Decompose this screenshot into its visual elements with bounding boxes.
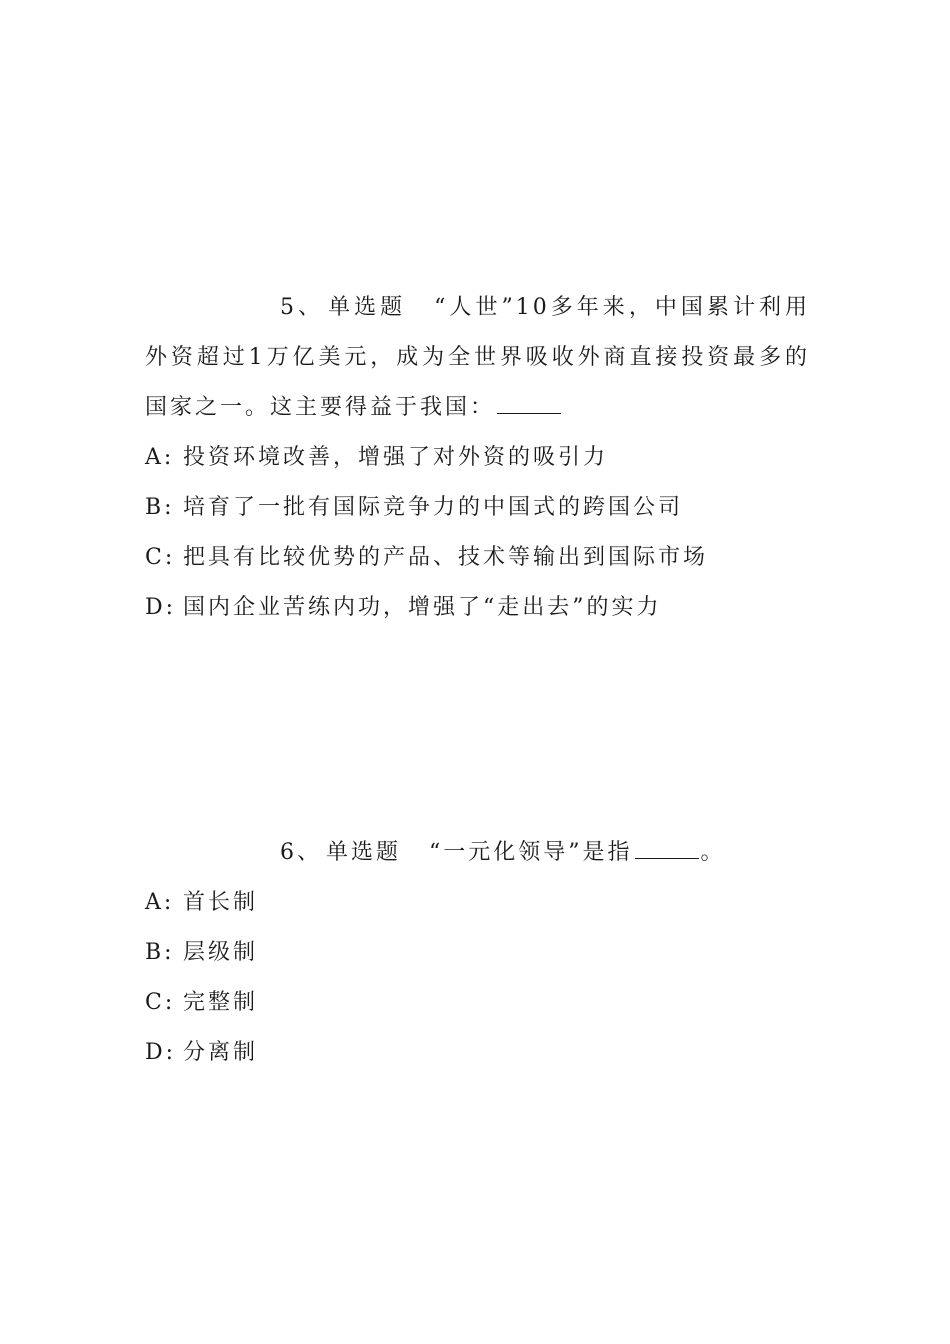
option-text: 国内企业苦练内功，增强了“走出去”的实力 xyxy=(183,595,662,620)
question-number: 6、 xyxy=(280,840,322,865)
option-list xyxy=(145,878,810,1078)
option-text: 层级制 xyxy=(183,940,259,965)
option-letter: A: xyxy=(145,445,175,470)
option-b xyxy=(145,483,810,533)
option-c xyxy=(145,533,810,583)
option-b xyxy=(145,928,810,978)
option-list xyxy=(145,433,810,633)
option-a xyxy=(145,878,810,928)
question-6 xyxy=(145,828,810,1078)
option-text: 完整制 xyxy=(183,990,259,1015)
option-letter: C: xyxy=(145,545,176,570)
option-letter: D: xyxy=(145,595,177,620)
option-letter: D: xyxy=(145,1040,177,1065)
question-5 xyxy=(145,283,810,633)
question-type: 单选题 xyxy=(328,295,407,320)
option-d xyxy=(145,1028,810,1078)
option-text: 首长制 xyxy=(183,890,259,915)
option-letter: A: xyxy=(145,890,175,915)
option-letter: B: xyxy=(145,495,175,520)
question-text-end: 。 xyxy=(700,840,726,865)
option-d xyxy=(145,583,810,633)
question-number: 5、 xyxy=(280,295,325,320)
question-type: 单选题 xyxy=(326,840,402,865)
option-text: 培育了一批有国际竞争力的中国式的跨国公司 xyxy=(183,495,684,520)
question-text: “一元化领导”是指 xyxy=(429,840,633,865)
option-text: 把具有比较优势的产品、技术等输出到国际市场 xyxy=(183,545,709,570)
answer-blank xyxy=(497,393,561,414)
question-text: “人世”10多年来，中国累计利用外资超过1万亿美元，成为全世界吸收外商直接投资最多的国家之一。这主要得益于我国： xyxy=(145,295,810,420)
option-text: 分离制 xyxy=(183,1040,259,1065)
option-text: 投资环境改善，增强了对外资的吸引力 xyxy=(183,445,609,470)
option-a xyxy=(145,433,810,483)
option-c xyxy=(145,978,810,1028)
question-stem xyxy=(145,283,810,433)
option-letter: C: xyxy=(145,990,176,1015)
option-letter: B: xyxy=(145,940,175,965)
question-stem xyxy=(145,828,810,878)
answer-blank xyxy=(635,838,699,859)
